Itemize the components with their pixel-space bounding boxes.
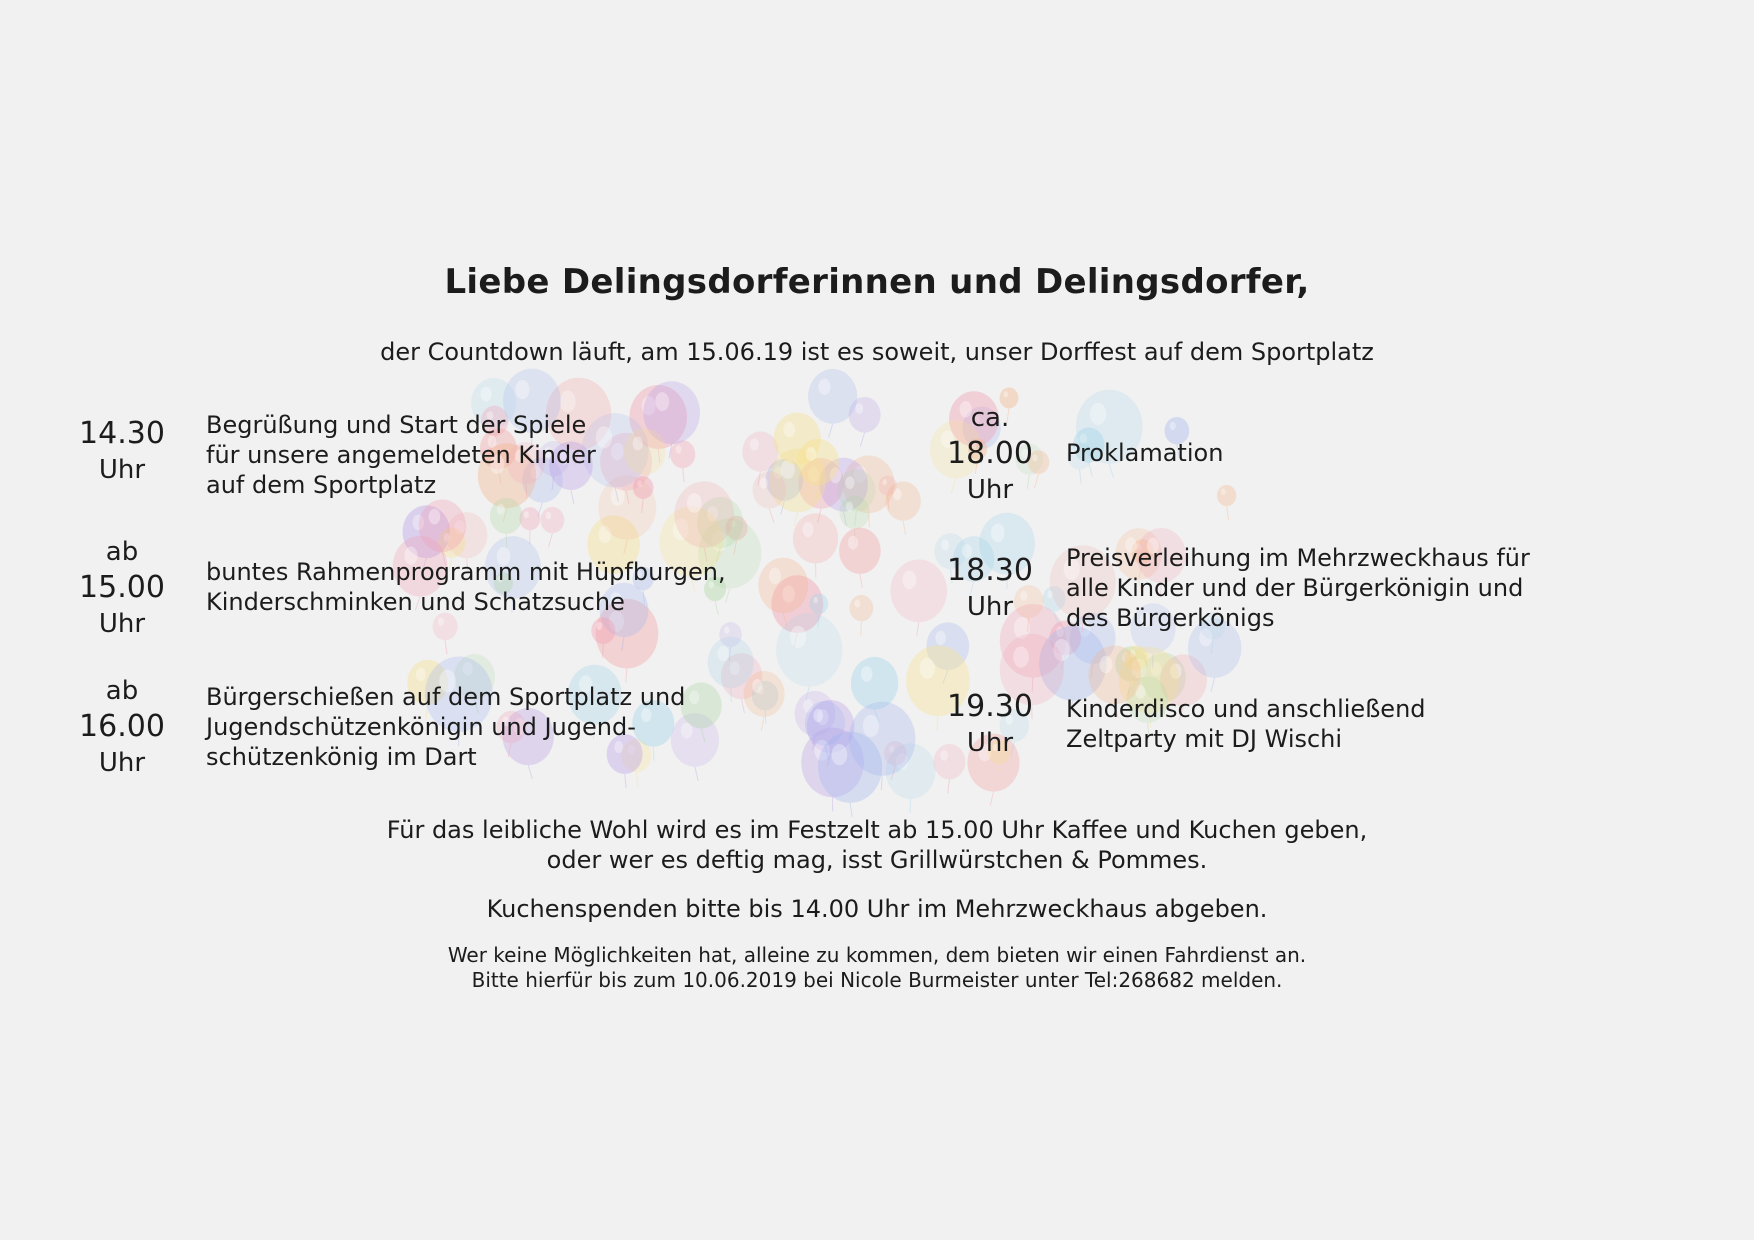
time-value: 19.30	[947, 689, 1033, 724]
balloon-shape	[433, 613, 458, 655]
time-value: 14.30	[79, 416, 165, 451]
schedule-right-time-1	[920, 400, 1060, 508]
schedule-right-desc-1	[1066, 438, 1223, 468]
page-title: Liebe Delingsdorferinnen und Delingsdorfer,	[444, 262, 1310, 302]
catering-line: oder wer es deftig mag, isst Grillwürstchen & Pommes.	[546, 846, 1208, 874]
desc-line: Bürgerschießen auf dem Sportplatz und	[206, 683, 686, 711]
desc-line: Kinderdisco und anschließend	[1066, 695, 1426, 723]
schedule-right-time-3	[920, 689, 1060, 761]
desc-line: des Bürgerkönigs	[1066, 604, 1275, 632]
desc-line: auf dem Sportplatz	[206, 471, 437, 499]
desc-line: alle Kinder und der Bürgerkönigin und	[1066, 574, 1524, 602]
time-value: 18.30	[947, 553, 1033, 588]
balloon-shape	[849, 595, 873, 635]
catering-note	[0, 815, 1754, 875]
balloon-shape	[1217, 485, 1236, 520]
time-prefix: ca.	[970, 403, 1010, 433]
balloon-shape	[776, 613, 842, 701]
time-unit: Uhr	[98, 748, 146, 778]
time-value: 18.00	[947, 436, 1033, 471]
desc-line: Jugendschützenkönigin und Jugend-	[206, 713, 636, 741]
schedule-left-time-3	[52, 673, 192, 781]
desc-line: Kinderschminken und Schatzsuche	[206, 588, 625, 616]
time-unit: Uhr	[966, 475, 1014, 505]
schedule-left-desc-3	[206, 682, 685, 772]
schedule-left-desc-1	[206, 410, 596, 500]
time-value: 16.00	[79, 709, 165, 744]
cake-note: Kuchenspenden bitte bis 14.00 Uhr im Mehrzweckhaus abgeben.	[486, 895, 1268, 923]
schedule-right-desc-2	[1066, 543, 1530, 633]
time-unit: Uhr	[966, 592, 1014, 622]
time-prefix: ab	[105, 537, 139, 567]
time-unit: Uhr	[98, 455, 146, 485]
balloon-shape	[752, 471, 786, 522]
balloon-shape	[743, 671, 784, 731]
time-unit: Uhr	[98, 609, 146, 639]
balloon-shape	[541, 507, 565, 547]
desc-line: Begrüßung und Start der Spiele	[206, 411, 587, 439]
desc-line: buntes Rahmenprogramm mit Hüpfburgen,	[206, 558, 726, 586]
transport-note	[0, 943, 1754, 993]
time-prefix: ab	[105, 676, 139, 706]
schedule-left-time-1	[52, 416, 192, 488]
desc-line: Proklamation	[1066, 439, 1224, 467]
intro-line: der Countdown läuft, am 15.06.19 ist es soweit, unser Dorffest auf dem Sportplatz	[380, 338, 1374, 366]
schedule-left-desc-2	[206, 557, 726, 617]
schedule-left-time-2	[52, 534, 192, 642]
balloon-shape	[670, 440, 695, 482]
schedule-right-time-2	[920, 553, 1060, 625]
desc-line: für unsere angemeldeten Kinder	[206, 441, 596, 469]
catering-line: Für das leibliche Wohl wird es im Festzelt ab 15.00 Uhr Kaffee und Kuchen geben,	[386, 816, 1368, 844]
time-value: 15.00	[79, 570, 165, 605]
schedule-right-desc-3	[1066, 694, 1426, 754]
desc-line: Preisverleihung im Mehrzweckhaus für	[1066, 544, 1530, 572]
desc-line: Zeltparty mit DJ Wischi	[1066, 725, 1343, 753]
desc-line: schützenkönig im Dart	[206, 743, 477, 771]
balloon-shape	[839, 528, 881, 588]
transport-line: Wer keine Möglichkeiten hat, alleine zu kommen, dem bieten wir einen Fahrdienst an.	[447, 943, 1307, 967]
transport-line: Bitte hierfür bis zum 10.06.2019 bei Nicole Burmeister unter Tel:268682 melden.	[471, 968, 1283, 992]
time-unit: Uhr	[966, 728, 1014, 758]
